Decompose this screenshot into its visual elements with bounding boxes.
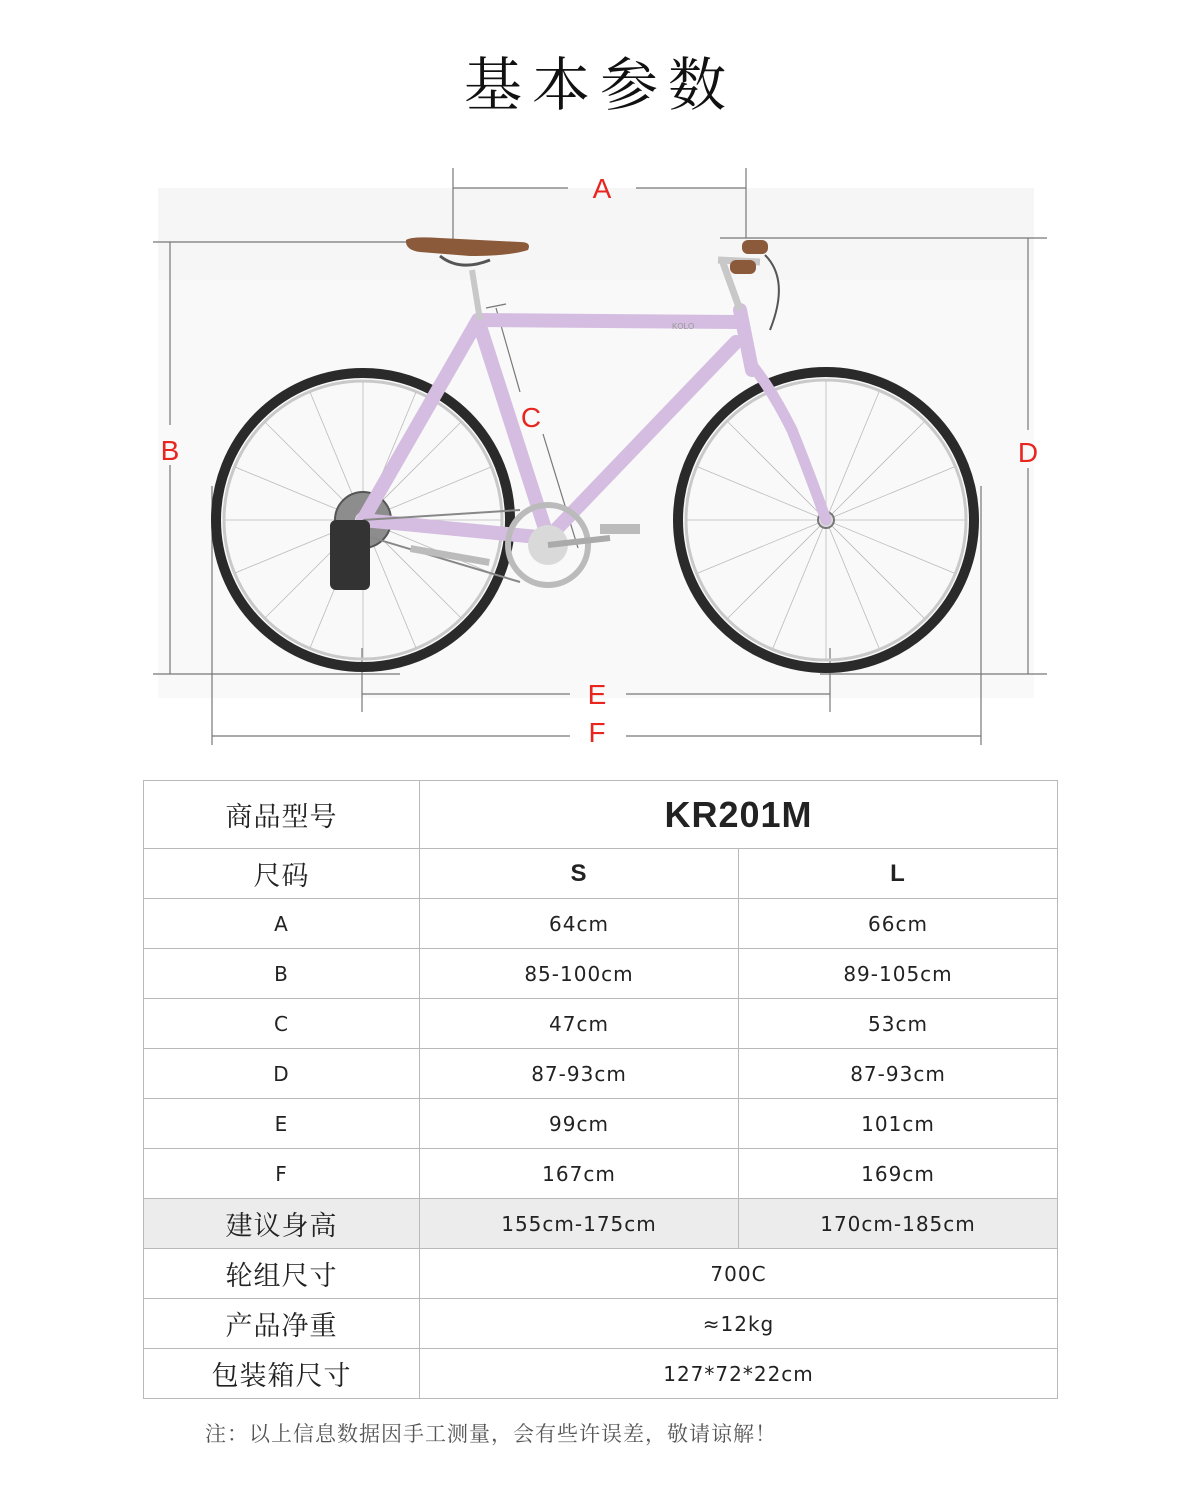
dimension-value-l: 66cm — [739, 899, 1058, 949]
bike-dimension-diagram — [0, 160, 1200, 760]
size-label: 尺码 — [144, 849, 420, 899]
dimension-value-s: 85-100cm — [420, 949, 739, 999]
dimension-name: E — [144, 1099, 420, 1149]
table-row — [144, 1049, 1058, 1099]
table-row — [144, 899, 1058, 949]
dimension-value-l: 53cm — [739, 999, 1058, 1049]
dimension-label-f: F — [588, 717, 606, 748]
wheel-size-value: 700C — [420, 1249, 1058, 1299]
dimension-label-c: C — [520, 402, 542, 433]
dimension-value-s: 99cm — [420, 1099, 739, 1149]
wheel-size-label: 轮组尺寸 — [144, 1249, 420, 1299]
dimension-value-l: 101cm — [739, 1099, 1058, 1149]
height-label: 建议身高 — [144, 1199, 420, 1249]
table-row — [144, 999, 1058, 1049]
net-weight-label: 产品净重 — [144, 1299, 420, 1349]
height-value-l: 170cm-185cm — [739, 1199, 1058, 1249]
page-title: 基本参数 — [463, 51, 736, 119]
dimension-value-l: 87-93cm — [739, 1049, 1058, 1099]
dimension-name: A — [144, 899, 420, 949]
dimension-name: D — [144, 1049, 420, 1099]
dimension-label-e: E — [587, 679, 607, 710]
model-value: KR201M — [420, 781, 1058, 849]
dimension-value-s: 87-93cm — [420, 1049, 739, 1099]
dimension-value-s: 167cm — [420, 1149, 739, 1199]
box-size-label: 包装箱尺寸 — [144, 1349, 420, 1399]
size-l-header: L — [739, 849, 1058, 899]
dimension-name: F — [144, 1149, 420, 1199]
dimension-label-a: A — [592, 173, 612, 204]
table-row — [144, 1149, 1058, 1199]
table-row — [144, 1299, 1058, 1349]
box-size-value: 127*72*22cm — [420, 1349, 1058, 1399]
table-row — [144, 949, 1058, 999]
dimension-name: B — [144, 949, 420, 999]
size-s-header: S — [420, 849, 739, 899]
table-row — [144, 1099, 1058, 1149]
footnote: 注：以上信息数据因手工测量，会有些许误差，敬请谅解！ — [205, 1422, 777, 1446]
model-label: 商品型号 — [144, 781, 420, 849]
table-row — [144, 1249, 1058, 1299]
dimension-label-b: B — [160, 435, 180, 466]
table-row — [144, 849, 1058, 899]
dimension-value-s: 64cm — [420, 899, 739, 949]
table-row — [144, 1349, 1058, 1399]
rear-derailleur — [330, 520, 370, 590]
height-value-s: 155cm-175cm — [420, 1199, 739, 1249]
table-row — [144, 1199, 1058, 1249]
dimension-value-s: 47cm — [420, 999, 739, 1049]
dimension-value-l: 89-105cm — [739, 949, 1058, 999]
dimension-name: C — [144, 999, 420, 1049]
table-row — [144, 781, 1058, 849]
spec-table — [143, 780, 1058, 1399]
dimension-label-d: D — [1017, 437, 1039, 468]
frame-brand-text: KOLO — [672, 322, 695, 331]
net-weight-value: ≈12kg — [420, 1299, 1058, 1349]
dimension-value-l: 169cm — [739, 1149, 1058, 1199]
